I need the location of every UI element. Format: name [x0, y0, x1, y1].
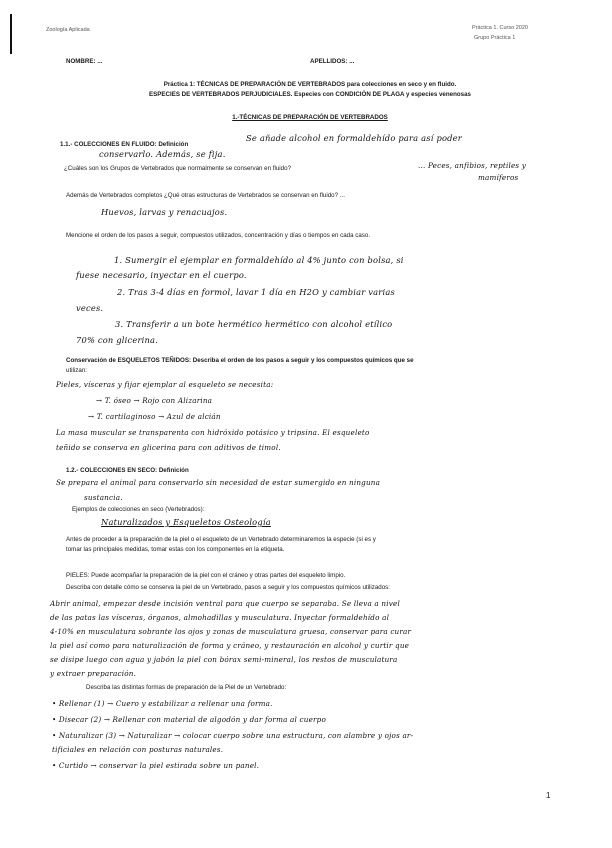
q-skeletons-answer-line1: Pieles, vísceras y fijar ejemplar al esqueleto se necesita: [56, 380, 274, 389]
q-skins-answer-line3: 4-10% en musculatura sobrante los ojos y zonas de musculatura gruesa, conservar para curar [50, 627, 412, 636]
q-skins-answer-line1: Abrir animal, empezar desde incisión ventral para que cuerpo se separaba. Se lleva a nivel [50, 599, 400, 608]
q-groups-answer-line2: mamíferos [478, 173, 519, 182]
q-structures-answer: Huevos, larvas y renacuajos. [101, 207, 228, 217]
q-skins-answer-line2: de las patas las vísceras, órganos, almohadillas y musculatura. Inyectar formaldehído al [50, 613, 390, 622]
q-forms-answer-line1: • Rellenar (1) → Cuero y estabilizar a rellenar una forma. [52, 699, 273, 708]
q-skeletons-answer-line5: teñido se conserva en glicerina para con aditivos de timol. [56, 443, 281, 452]
header-group: Grupo Práctica 1 [474, 35, 516, 41]
q12-label: 1.2.- COLECCIONES EN SECO: Definición [66, 467, 189, 474]
q-before-line2: tomar las principales medidas, tomar estas con los componentes en la etiqueta. [66, 546, 285, 553]
surname-field: APELLIDOS: ... [310, 58, 355, 65]
q-skeletons-answer-line2: → T. óseo → Rojo con Alizarina [96, 396, 213, 405]
q11-label: 1.1.- COLECCIONES EN FLUIDO: Definición [60, 141, 189, 148]
q-skeletons-answer-line4: La masa muscular se transparenta con hidróxido potásico y tripsina. El esqueleto [56, 428, 370, 437]
q-steps-answer-line4: veces. [76, 303, 104, 313]
q-skeletons-question-line1: Conservación de ESQUELETOS TEÑIDOS: Describa el orden de los pasos a seguir y los compuestos químicos que se [66, 357, 414, 364]
q-forms-answer-line4: tificiales en relación con posturas naturales. [52, 745, 224, 754]
scan-margin-mark [10, 14, 12, 54]
q-steps-question: Mencione el orden de los pasos a seguir, compuestos utilizados, concentración y días o tiempos en cada caso. [66, 232, 371, 239]
q-steps-answer-line1: 1. Sumergir el ejemplar en formaldehído al 4% junto con bolsa, si [114, 255, 404, 265]
q-structures-question: Además de Vertebrados completos ¿Qué otras estructuras de Vertebrados se conservan en fluido? ... [66, 192, 345, 199]
q-forms-answer-line2: • Disecar (2) → Rellenar con material de algodón y dar forma al cuerpo [52, 715, 326, 724]
q-before-line1: Antes de proceder a la preparación de la piel o el esqueleto de un Vertebrado determinaremos la especie (si es y [66, 536, 376, 543]
q-skeletons-answer-line3: → T. cartilaginoso → Azul de alcián [88, 412, 221, 421]
q-skins-answer-line4: la piel así como para naturalización de forma y cráneo, y restauración en alcohol y curtir que [50, 641, 410, 650]
q-groups-question: ¿Cuáles son los Grupos de Vertebrados que normalmente se conservan en fluido? [64, 165, 292, 172]
q-skins-answer-line6: y extraer preparación. [50, 669, 137, 678]
q-examples-answer: Naturalizados y Esqueletos Osteología [101, 517, 271, 527]
q-forms-answer-line3: • Naturalizar (3) → Naturalizar → colocar cuerpo sobre una estructura, con alambre y ojos ar- [52, 731, 414, 740]
page-number: 1 [546, 791, 551, 800]
title-line-1: Práctica 1: TÉCNICAS DE PREPARACIÓN DE VERTEBRADOS para colecciones en seco y en fluido. [163, 81, 457, 88]
header-practice: Práctica 1. Curso 2020 [472, 25, 528, 31]
q-forms-answer-line5: • Curtido → conservar la piel estirada sobre un panel. [52, 761, 260, 770]
q-steps-answer-line5: 3. Transferir a un bote hermético hermético con alcohol etílico [115, 319, 393, 329]
q-skeletons-question-line2: utilizan: [66, 367, 87, 374]
title-line-2: ESPECIES DE VERTEBRADOS PERJUDICIALES. Especies con CONDICIÓN DE PLAGA y especies venenosas [149, 91, 471, 98]
q-skins-intro: PIELES: Puede acompañar la preparación de la piel con el cráneo y otras partes del esqueleto limpio. [66, 572, 346, 579]
q-steps-answer-line3: 2. Tras 3-4 días en formol, lavar 1 día en H2O y cambiar varias [117, 287, 395, 297]
q11-answer-line2: conservarlo. Además, se fija. [99, 149, 226, 159]
q-examples-question: Ejemplos de colecciones en seco (Vertebrados): [72, 506, 205, 513]
q-groups-answer-line1: ... Peces, anfibios, reptiles y [418, 161, 527, 170]
q12-answer-line2: sustancia. [84, 493, 123, 502]
q-skins-question: Describa con detalle cómo se conserva la piel de un Vertebrado, pasos a seguir y los compuestos químicos utilizados: [66, 584, 390, 591]
name-field: NOMBRE: ... [66, 58, 103, 65]
section-heading: 1.-TÉCNICAS DE PREPARACIÓN DE VERTEBRADOS [232, 114, 388, 121]
q-forms-question: Describa las distintas formas de preparación de la Piel de un Vertebrado: [86, 684, 287, 691]
q-skins-answer-line5: se disipe luego con agua y jabón la piel con bórax semi-mineral, los restos de musculatura [50, 655, 398, 664]
header-subject: Zoología Aplicada [46, 27, 90, 33]
q-steps-answer-line2: fuese necesario, inyectar en el cuerpo. [76, 270, 247, 280]
q12-answer-line1: Se prepara el animal para conservarlo sin necesidad de estar sumergido en ninguna [56, 478, 381, 487]
q11-answer-line1: Se añade alcohol en formaldehído para así poder [246, 133, 462, 143]
q-steps-answer-line6: 70% con glicerina. [76, 335, 159, 345]
